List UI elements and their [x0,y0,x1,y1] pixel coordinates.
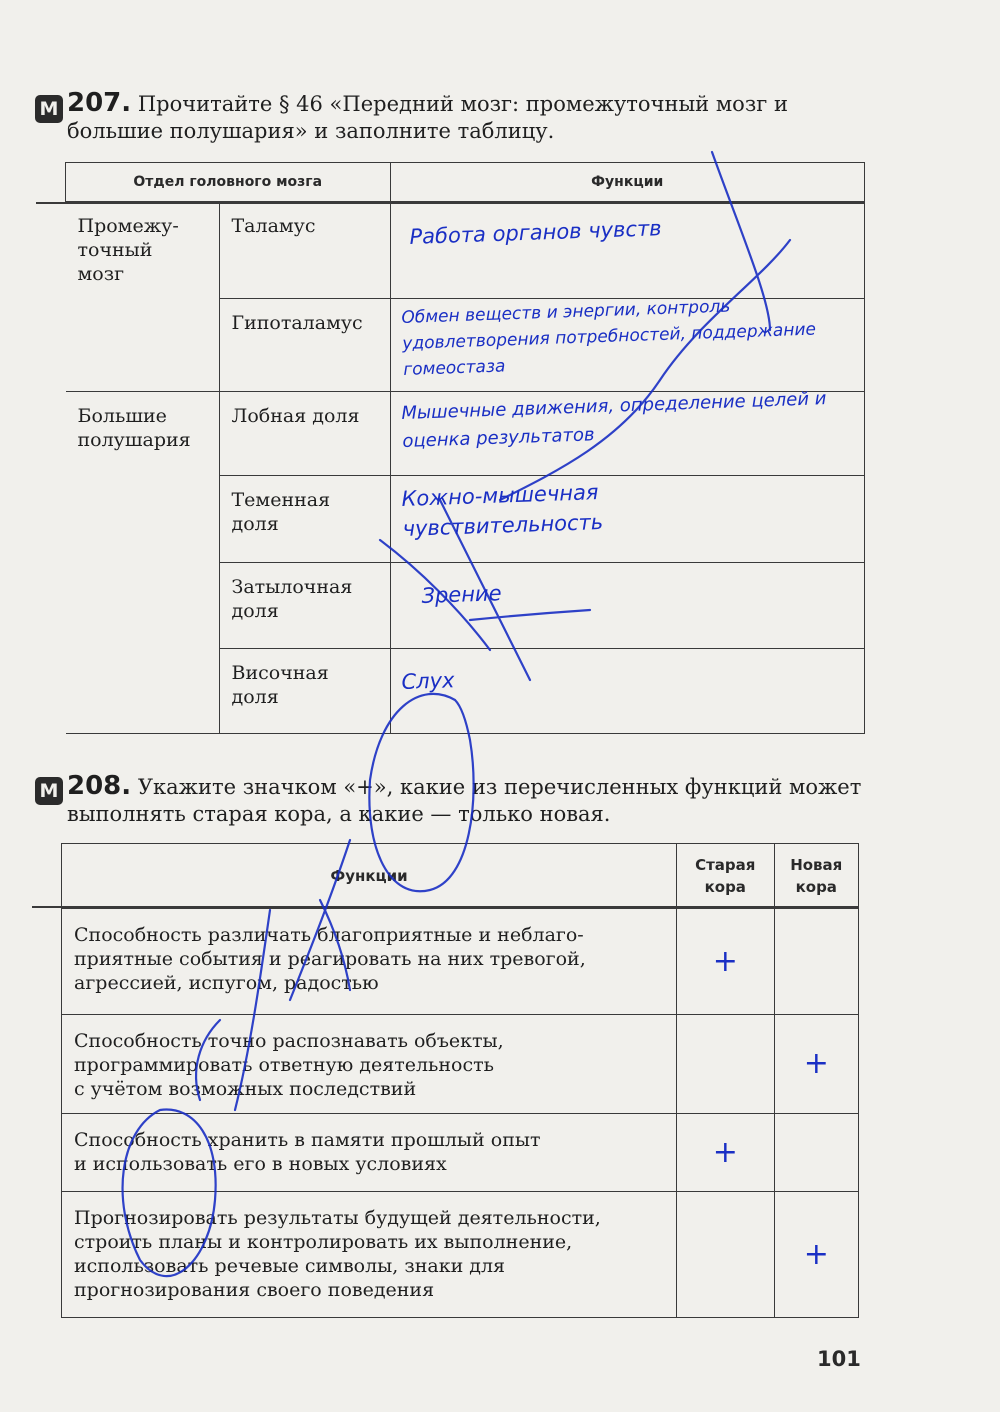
handwritten-answer: Кожно-мышечная чувствительность [400,480,604,541]
part-name: Таламус [231,215,316,237]
handwritten-answer: Обмен веществ и энергии, контроль удовлетворения потребностей, поддержание гомеостаза [400,296,816,380]
part-name: Височная доля [231,662,329,708]
answer-cell [390,202,865,299]
task-207-number: 207. [67,88,132,118]
task-207-heading [67,90,867,145]
old-cortex-mark: + [677,909,775,1015]
new-cortex-mark: + [774,1015,858,1114]
header-old-cortex: Старая кора [677,844,775,909]
group-name-cell [66,202,220,392]
function-text: Способность точно распознавать объекты, программировать ответную деятельность с учётом возможных последствий [62,1015,677,1114]
task-208-number: 208. [67,771,132,801]
old-cortex-mark [677,1015,775,1114]
new-cortex-mark [774,909,858,1015]
table-208 [61,843,859,1318]
function-text: Способность различать благоприятные и неблаго- приятные события и реагировать на них тревогой, агрессией, испугом, радостью [62,909,677,1015]
header-department: Отдел головного мозга [66,163,391,202]
new-cortex-mark [774,1114,858,1192]
part-cell [219,299,390,392]
header-functions: Функции [62,844,677,909]
old-cortex-mark: + [677,1114,775,1192]
task-208-heading [67,773,867,828]
group-name: Большие полушария [77,405,191,451]
function-text: Способность хранить в памяти прошлый опыт и использовать его в новых условиях [62,1114,677,1192]
table-207 [65,162,865,734]
answer-cell [390,563,865,649]
task-badge-icon: М [35,95,63,123]
new-cortex-mark: + [774,1192,858,1318]
part-cell [219,202,390,299]
part-name: Теменная доля [231,489,331,535]
answer-cell [390,476,865,563]
handwritten-answer: Работа органов чувств [408,216,662,249]
part-name: Гипоталамус [231,312,363,334]
answer-cell [390,296,865,392]
handwritten-answer: Мышечные движения, определение целей и оценка результатов [400,388,827,452]
part-name: Затылочная доля [231,576,353,622]
handwritten-answer: Слух [400,668,455,694]
part-cell [219,476,390,563]
part-cell [219,649,390,734]
old-cortex-mark [677,1192,775,1318]
part-cell [219,392,390,476]
header-functions: Функции [390,163,865,202]
part-name: Лобная доля [231,405,360,427]
answer-cell [390,649,865,734]
part-cell [219,563,390,649]
task-208-text: Укажите значком «+», какие из перечисленных функций может выполнять старая кора, а какие — только новая. [67,775,862,826]
page-number: 101 [817,1347,861,1371]
answer-cell [390,388,865,476]
task-207-text: Прочитайте § 46 «Передний мозг: промежуточный мозг и большие полушария» и заполните таблицу. [67,92,788,143]
handwritten-answer: Зрение [420,581,502,608]
group-name: Промежу- точный мозг [77,215,179,285]
group-name-cell [66,392,220,734]
header-new-cortex: Новая кора [774,844,858,909]
function-text: Прогнозировать результаты будущей деятельности, строить планы и контролировать их выполнение, использовать речевые символы, знаки для прогнозирования своего поведения [62,1192,677,1318]
task-badge-icon: М [35,777,63,805]
